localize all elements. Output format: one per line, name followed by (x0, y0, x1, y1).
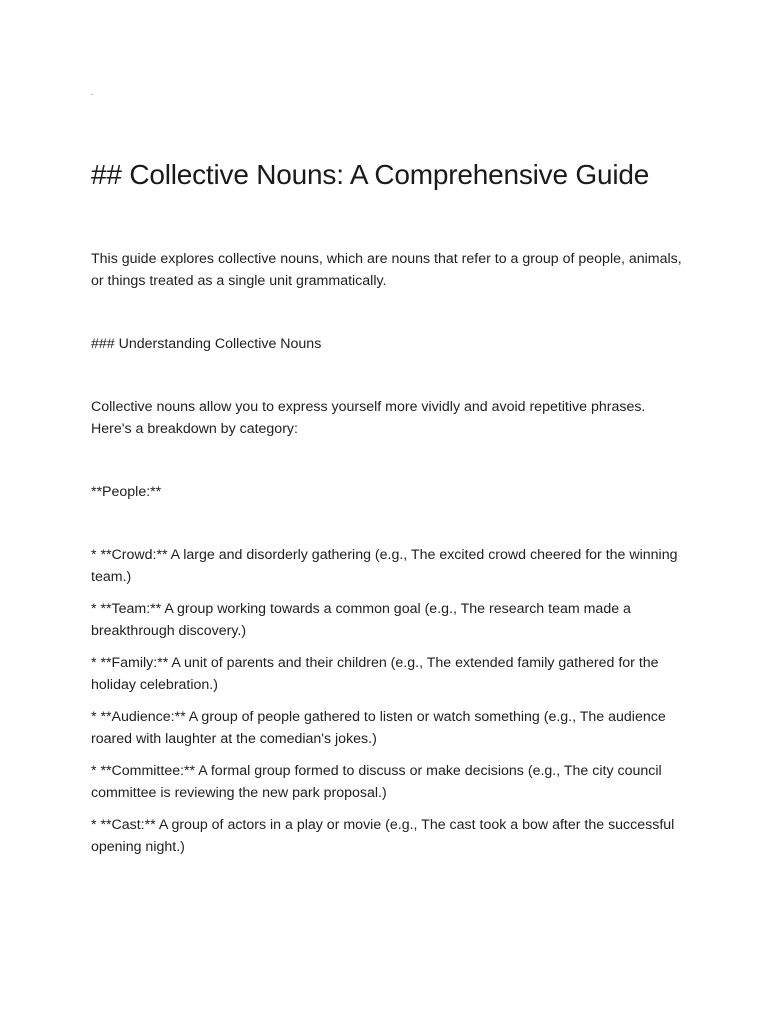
list-item: * **Cast:** A group of actors in a play or movie (e.g., The cast took a bow after the successful opening night.) (91, 817, 675, 855)
people-list (91, 544, 683, 858)
list-item: * **Team:** A group working towards a common goal (e.g., The research team made a breakthrough discovery.) (91, 601, 631, 639)
intro-paragraph: This guide explores collective nouns, which are nouns that refer to a group of people, animals, or things treated as a single unit grammatically. (91, 251, 682, 289)
page-title: ## Collective Nouns: A Comprehensive Guide (91, 159, 650, 190)
list-item: * **Crowd:** A large and disorderly gathering (e.g., The excited crowd cheered for the winning team.) (91, 547, 678, 585)
list-item: * **Committee:** A formal group formed to discuss or make decisions (e.g., The city council committee is reviewing the new park proposal.) (91, 763, 662, 801)
stray-mark: . (91, 88, 94, 97)
people-category-label: **People:** (91, 484, 162, 500)
section-heading: ### Understanding Collective Nouns (91, 336, 322, 352)
list-item: * **Family:** A unit of parents and their children (e.g., The extended family gathered for the holiday celebration.) (91, 655, 659, 693)
list-item: * **Audience:** A group of people gathered to listen or watch something (e.g., The audience roared with laughter at the comedian's jokes.) (91, 709, 666, 747)
document-body (91, 88, 683, 868)
category-intro-paragraph: Collective nouns allow you to express yourself more vividly and avoid repetitive phrases. Here's a breakdown by category: (91, 399, 646, 437)
